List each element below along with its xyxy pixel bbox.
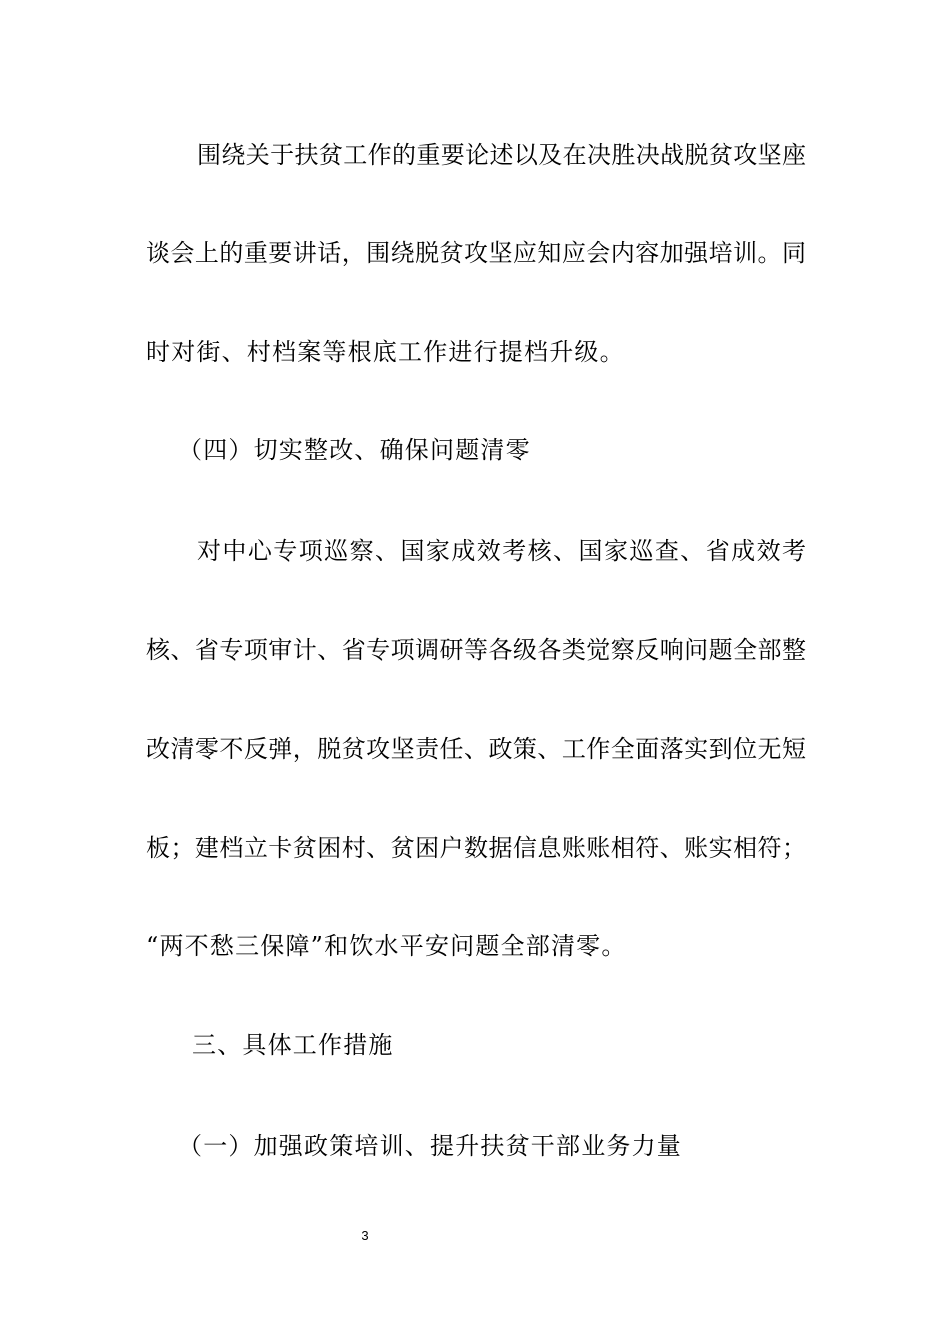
page-number: 3 [361,1228,369,1243]
main-heading-3: 三、具体工作措施 [192,1031,394,1059]
paragraph-line-3: 时对街、村档案等根底工作进行提档升级。 [146,338,625,366]
paragraph-line-9: “两不愁三保障”和饮水平安问题全部清零。 [146,932,627,960]
paragraph-line-1: 围绕关于扶贫工作的重要论述以及在决胜决战脱贫攻坚座 [197,141,806,169]
paragraph-line-2: 谈会上的重要讲话，围绕脱贫攻坚应知应会内容加强培训。同 [146,239,806,267]
subheading-1: （一）加强政策培训、提升扶贫干部业务力量 [178,1132,682,1160]
section-heading-4: （四）切实整改、确保问题清零 [178,436,531,464]
paragraph-line-7: 改清零不反弹，脱贫攻坚责任、政策、工作全面落实到位无短 [146,735,806,763]
paragraph-line-5: 对中心专项巡察、国家成效考核、国家巡查、省成效考 [197,537,806,565]
paragraph-line-8: 板；建档立卡贫困村、贫困户数据信息账账相符、账实相符； [146,834,806,862]
paragraph-line-6: 核、省专项审计、省专项调研等各级各类觉察反响问题全部整 [146,636,806,664]
